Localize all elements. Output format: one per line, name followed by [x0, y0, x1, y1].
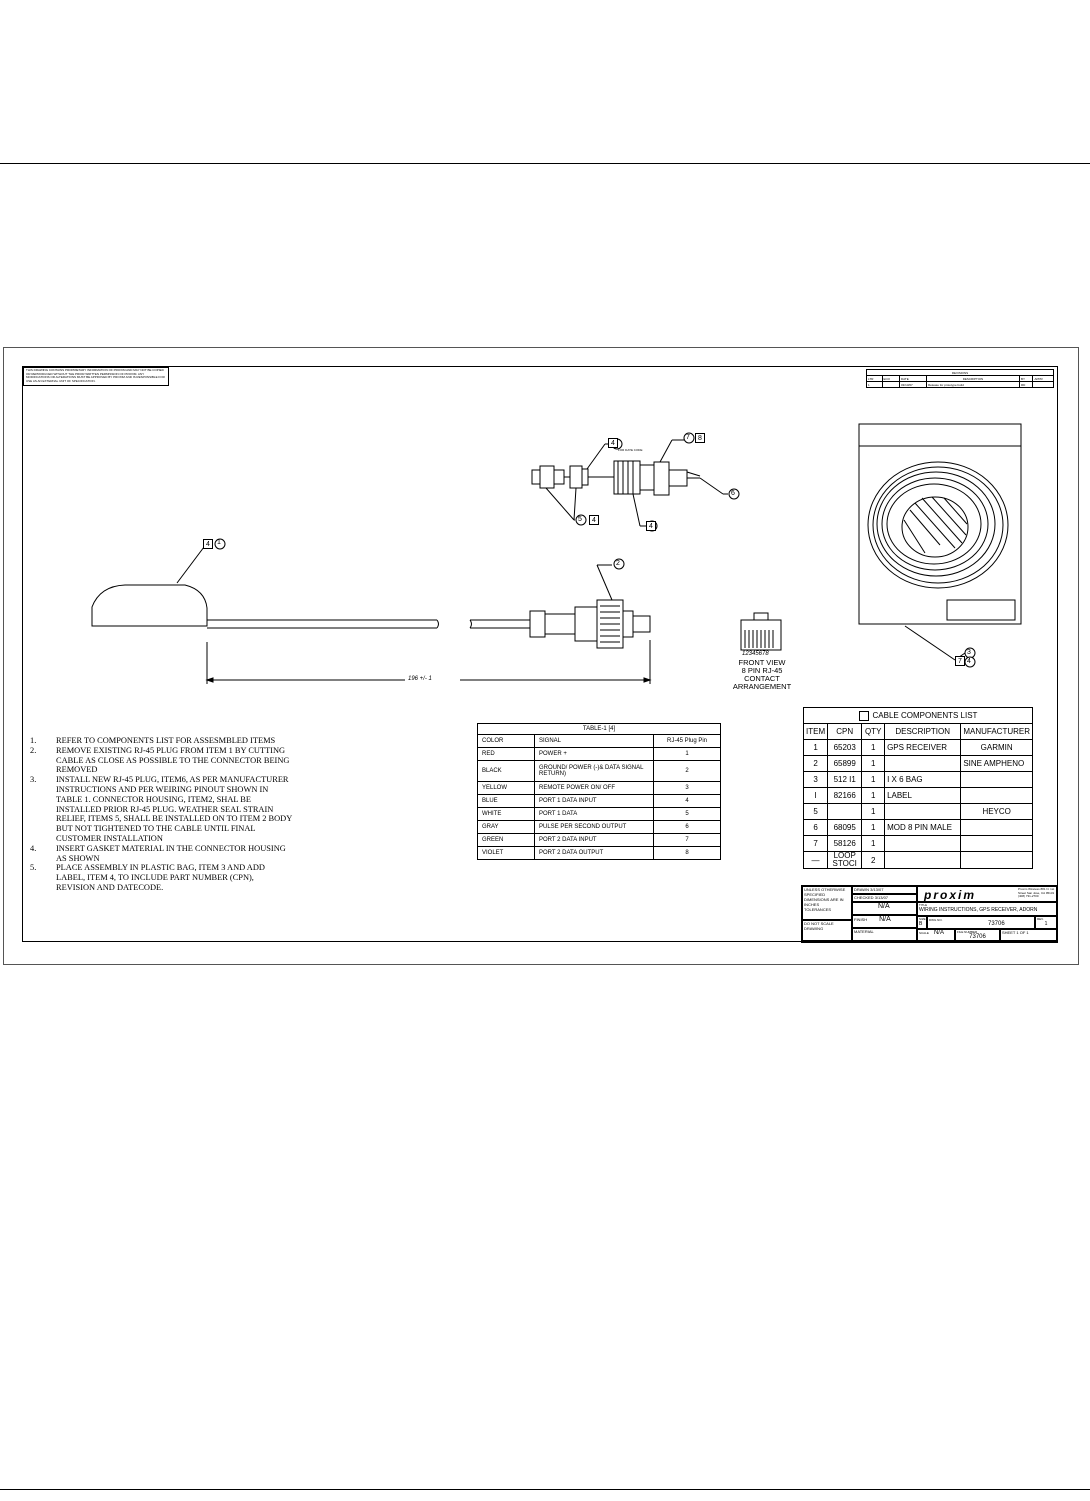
component-qty: 2	[862, 852, 885, 869]
table-row	[478, 748, 721, 761]
wiring-header-signal: SIGNAL	[535, 735, 654, 748]
callout-4d-label: 4	[967, 658, 971, 665]
note-number: 5.	[30, 863, 37, 873]
component-qty: 1	[862, 836, 885, 852]
assembly-notes	[30, 736, 292, 893]
dwg-no-value: 73706	[988, 921, 1005, 927]
cable-break	[437, 620, 439, 628]
checkbox-icon	[859, 711, 869, 721]
title-label: TITLE	[919, 903, 928, 907]
callout-4-text: 4	[611, 440, 615, 447]
drawn-cell	[852, 886, 917, 894]
component-qty: 1	[862, 820, 885, 836]
note-number: 4.	[30, 843, 37, 853]
table-row	[478, 795, 721, 808]
note-text: REMOVE EXISTING RJ-45 PLUG FROM ITEM 1 BY CUTTING CABLE AS CLOSE AS POSSIBLE TO THE CONNECTOR BEING REMOVED	[56, 745, 290, 775]
component-cpn: LOOP STOCI	[828, 852, 862, 869]
table-row	[804, 852, 1033, 869]
wiring-signal: PULSE PER SECOND OUTPUT	[535, 821, 654, 834]
front-view-line: FRONT VIEW	[738, 658, 786, 667]
component-cpn	[828, 804, 862, 820]
wiring-pin: 8	[654, 847, 721, 860]
wiring-header-color: COLOR	[478, 735, 535, 748]
rev-header-eco: ECO	[882, 376, 899, 382]
table-row	[804, 820, 1033, 836]
callout-3-label: 3	[967, 649, 971, 656]
callout-7b-text: 7	[958, 658, 962, 665]
wiring-color: GREEN	[478, 834, 535, 847]
note-item	[30, 746, 292, 775]
leader-line	[633, 494, 640, 526]
wiring-signal: PORT 2 DATA OUTPUT	[535, 847, 654, 860]
front-view-caption	[722, 659, 802, 691]
table-row	[478, 821, 721, 834]
front-view-line: CONTACT	[744, 674, 780, 683]
component-qty: 1	[862, 756, 885, 772]
wiring-color: YELLOW	[478, 782, 535, 795]
note-text: REFER TO COMPONENTS LIST FOR ASSESMBLED ITEMS	[56, 736, 276, 745]
wiring-signal: PORT 1 DATA INPUT	[535, 795, 654, 808]
dwg-no-cell	[927, 916, 1035, 929]
scale-cell	[917, 929, 955, 941]
component-cpn: 82166	[828, 788, 862, 804]
wiring-pin: 3	[654, 782, 721, 795]
rev-cell: 03/13/07	[899, 382, 926, 388]
component-manufacturer	[961, 788, 1033, 804]
rj45-plug	[633, 616, 650, 632]
leader-line	[546, 488, 574, 520]
wiring-table-caption: TABLE-1 [4]	[478, 724, 721, 735]
wiring-table	[477, 723, 721, 860]
front-view-line: ARRANGEMENT	[732, 682, 792, 691]
note-item	[30, 775, 292, 844]
callout-4c-text: 4	[649, 523, 653, 530]
callout-6-label: 6	[731, 490, 735, 497]
component-item: 7	[804, 836, 828, 852]
approvals-value: N/A	[878, 903, 890, 910]
wiring-pin: 7	[654, 834, 721, 847]
rev-header-date: DATE	[899, 376, 926, 382]
file-number-cell	[955, 929, 1000, 941]
component-manufacturer: HEYCO	[961, 804, 1033, 820]
component-cpn: 65203	[828, 740, 862, 756]
component-item: 3	[804, 772, 828, 788]
leader-line	[177, 547, 204, 583]
rev-header-ltr: LTR	[867, 376, 883, 382]
component-item: —	[804, 852, 828, 869]
disclaimer-text: THIS DRAWING CONTAINS PROPRIETARY INFORMATION OF PROXIM AND MAY NOT BE COPIED OR REPRODUCED WITHOUT THE PRIOR WRITTEN PERMISSION OF PROXIM. ANY MODIFICATIONS OR ALTERATIONS MUST BE APPROVED BY PROXIM AND IS RESPONSIBLE FOR USE AS AN EXTERNAL UNIT OF SPECIFICATION.	[26, 368, 165, 383]
connector-nut	[545, 614, 575, 634]
wiring-color: VIOLET	[478, 847, 535, 860]
wiring-color: GRAY	[478, 821, 535, 834]
drawing-title-cell	[917, 902, 1057, 916]
table-row	[804, 804, 1033, 820]
note-text: INSERT GASKET MATERIAL IN THE CONNECTOR HOUSING AS SHOWN	[56, 843, 286, 863]
wiring-pin: 2	[654, 761, 721, 782]
components-title: CABLE COMPONENTS LIST	[872, 710, 978, 720]
checked-label: CHECKED	[854, 895, 874, 900]
callout-4b-box	[589, 515, 599, 525]
callout-6-box	[203, 539, 213, 549]
components-table	[803, 707, 1033, 869]
rev-cell: Release for prototype build	[926, 382, 1019, 388]
table-row	[804, 772, 1033, 788]
rev-cell: RD	[1019, 382, 1032, 388]
component-description	[885, 804, 961, 820]
size-value: B	[919, 921, 923, 927]
callout-7-label: 7	[686, 434, 690, 441]
company-logo: proxim	[924, 888, 977, 902]
component-description	[885, 756, 961, 772]
note-text: PLACE ASSEMBLY IN PLASTIC BAG, ITEM 3 AND ADD LABEL, ITEM 4, TO INCLUDE PART NUMBER (CPN), REVISION AND DATECODE.	[56, 863, 265, 892]
component-qty: 1	[862, 740, 885, 756]
rev-value: 1	[1044, 921, 1048, 927]
component-cpn: 68095	[828, 820, 862, 836]
component-qty: 1	[862, 772, 885, 788]
file-number-label: FILE NUMBER	[957, 930, 978, 934]
wiring-signal: PORT 1 DATA	[535, 808, 654, 821]
component-manufacturer	[961, 852, 1033, 869]
table-row	[804, 788, 1033, 804]
component-item: 1	[804, 740, 828, 756]
component-qty: 1	[862, 804, 885, 820]
exploded-nut	[570, 466, 582, 488]
revisions-title: REVISIONS	[867, 370, 1054, 376]
dims-note: UNLESS OTHERWISE SPECIFIED DIMENSIONS ARE IN INCHES	[804, 887, 846, 907]
checked-date: 3/13/07	[874, 895, 889, 900]
component-description: MOD 8 PIN MALE	[885, 820, 961, 836]
sheet-cell	[1000, 929, 1057, 941]
component-cpn: 58126	[828, 836, 862, 852]
front-view-line: 8 PIN RJ-45	[741, 666, 783, 675]
leader-line	[905, 626, 955, 660]
size-cell	[917, 916, 927, 929]
leader-line	[574, 488, 576, 520]
callout-5-label: 5	[578, 516, 582, 523]
rev-header-by: BY	[1019, 376, 1032, 382]
table-row	[478, 761, 721, 782]
rev-header-description: DESCRIPTION	[926, 376, 1019, 382]
drawn-date: 3/13/07	[870, 887, 884, 892]
plastic-bag	[859, 424, 1021, 624]
wiring-pin: 1	[654, 748, 721, 761]
page-footer-rule	[0, 1489, 1090, 1490]
exploded-strain-relief	[540, 466, 554, 488]
tolerance-note: TOLERANCES	[804, 907, 832, 912]
finish-label: FINISH	[854, 917, 868, 922]
component-item: 6	[804, 820, 828, 836]
table-row	[478, 808, 721, 821]
wiring-signal: GROUND/ POWER (-)& DATA SIGNAL RETURN)	[535, 761, 654, 782]
component-manufacturer	[961, 772, 1033, 788]
gps-receiver-shape	[92, 585, 207, 626]
drawn-label: DRAWN	[854, 887, 869, 892]
cable-break	[470, 620, 472, 628]
rev-header-appr: APPR	[1033, 376, 1054, 382]
finish-cell	[852, 915, 917, 928]
pin-numbers: 12345678	[742, 651, 769, 657]
wiring-header-pin: RJ-45 Plug Pin	[654, 735, 721, 748]
table-row	[478, 782, 721, 795]
exploded-rj45	[669, 470, 687, 486]
checked-cell	[852, 894, 917, 902]
note-item	[30, 863, 292, 892]
component-manufacturer: SINE AMPHENO	[961, 756, 1033, 772]
title-block-notes	[802, 886, 852, 920]
component-description	[885, 836, 961, 852]
finish-value: N/A	[879, 916, 891, 923]
note-item	[30, 844, 292, 864]
leader-line	[700, 478, 723, 494]
components-header-qty: QTY	[862, 724, 885, 740]
callout-2-label: 2	[616, 560, 620, 567]
bag-label	[947, 600, 1015, 620]
component-cpn: 512 I1	[828, 772, 862, 788]
table-row	[478, 834, 721, 847]
components-header-description: DESCRIPTION	[885, 724, 961, 740]
component-manufacturer	[961, 836, 1033, 852]
note-number: 1.	[30, 736, 37, 745]
drawing-title: WIRING INSTRUCTIONS, GPS RECEIVER, ADORN	[919, 907, 1038, 913]
component-item: 2	[804, 756, 828, 772]
component-manufacturer	[961, 820, 1033, 836]
table-row	[804, 836, 1033, 852]
cable-coil	[868, 462, 1008, 588]
callout-8-text: 8	[698, 435, 702, 442]
leader-line	[597, 565, 612, 600]
material-label: MATERIAL	[854, 929, 874, 934]
company-cell	[917, 886, 1057, 902]
size-label: SIZE	[919, 917, 926, 921]
table-row	[804, 740, 1033, 756]
table-row	[478, 847, 721, 860]
scale-label: SCALE	[919, 931, 929, 935]
component-item: 5	[804, 804, 828, 820]
rev-label: REV.	[1037, 917, 1044, 921]
callout-1-label: 1	[217, 539, 221, 546]
strain-relief	[530, 611, 545, 637]
dwg-no-label: DWG NO.	[929, 918, 943, 922]
note-text: INSTALL NEW RJ-45 PLUG, ITEM6, AS PER MANUFACTURER INSTRUCTIONS AND PER WEIRING PINOUT SHOWN IN TABLE 1. CONNECTOR HOUSING, ITEM2, SHAL BE INSTALLED PRIOR RJ-45 PLUG. WEATHER SEAL STRAIN RELIEF, ITEMS 5, SHALL BE INSTALLED ON TO ITEM 2 BODY BUT NOT TIGHTENED TO THE CABLE UNTIL FINAL CUSTOMER INSTALLATION	[56, 775, 292, 843]
wiring-color: RED	[478, 748, 535, 761]
component-cpn: 65899	[828, 756, 862, 772]
rev-cell: 1	[867, 382, 883, 388]
sheet-value: SHEET 1 OF 1	[1002, 930, 1029, 935]
coil-center	[902, 497, 968, 557]
callout-4b-text: 4	[592, 517, 596, 524]
dimension-text: 196 +/- 1	[408, 676, 432, 682]
company-address: Proxim Wireless 881 N. 1st Street San Jose, CA 95131 (408) 731-2700	[1018, 887, 1055, 898]
rev-cell	[1035, 916, 1057, 929]
wiring-pin: 5	[654, 808, 721, 821]
wiring-signal: POWER +	[535, 748, 654, 761]
leader-line	[660, 440, 672, 462]
connector-body	[575, 607, 597, 641]
component-qty: 1	[862, 788, 885, 804]
title-block	[801, 885, 1058, 943]
callout-7b-box	[955, 656, 965, 666]
callout-4c-box	[646, 521, 656, 531]
exploded-body	[640, 465, 654, 490]
note-number: 2.	[30, 745, 37, 755]
components-header-item: ITEM	[804, 724, 828, 740]
wiring-color: WHITE	[478, 808, 535, 821]
callout-6-text: 4	[206, 541, 210, 548]
component-description: I X 6 BAG	[885, 772, 961, 788]
note-item	[30, 736, 292, 746]
file-number-value: 73706	[969, 934, 986, 940]
connector-flange	[623, 611, 633, 637]
wiring-color: BLUE	[478, 795, 535, 808]
wiring-signal: PORT 2 DATA INPUT	[535, 834, 654, 847]
wiring-color: BLACK	[478, 761, 535, 782]
do-not-scale-cell	[802, 920, 852, 941]
component-item: I	[804, 788, 828, 804]
scale-value: N/A	[933, 930, 944, 936]
do-not-scale: DO NOT SCALE DRAWING	[804, 921, 834, 931]
components-title-cell	[804, 708, 1033, 724]
callout-label-note: FOR DATE CODE	[618, 448, 643, 452]
table-row	[804, 756, 1033, 772]
wiring-signal: REMOTE POWER ON/ OFF	[535, 782, 654, 795]
approvals-cell	[852, 902, 917, 915]
wiring-pin: 4	[654, 795, 721, 808]
callout-8-box	[695, 433, 705, 443]
component-manufacturer: GARMIN	[961, 740, 1033, 756]
wiring-pin: 6	[654, 821, 721, 834]
component-description: LABEL	[885, 788, 961, 804]
components-header-cpn: CPN	[828, 724, 862, 740]
component-description: GPS RECEIVER	[885, 740, 961, 756]
callout-4-box	[608, 438, 618, 448]
material-cell	[852, 928, 917, 941]
component-description	[885, 852, 961, 869]
note-number: 3.	[30, 775, 37, 785]
components-header-manufacturer: MANUFACTURER	[961, 724, 1033, 740]
leader-line	[587, 444, 605, 469]
